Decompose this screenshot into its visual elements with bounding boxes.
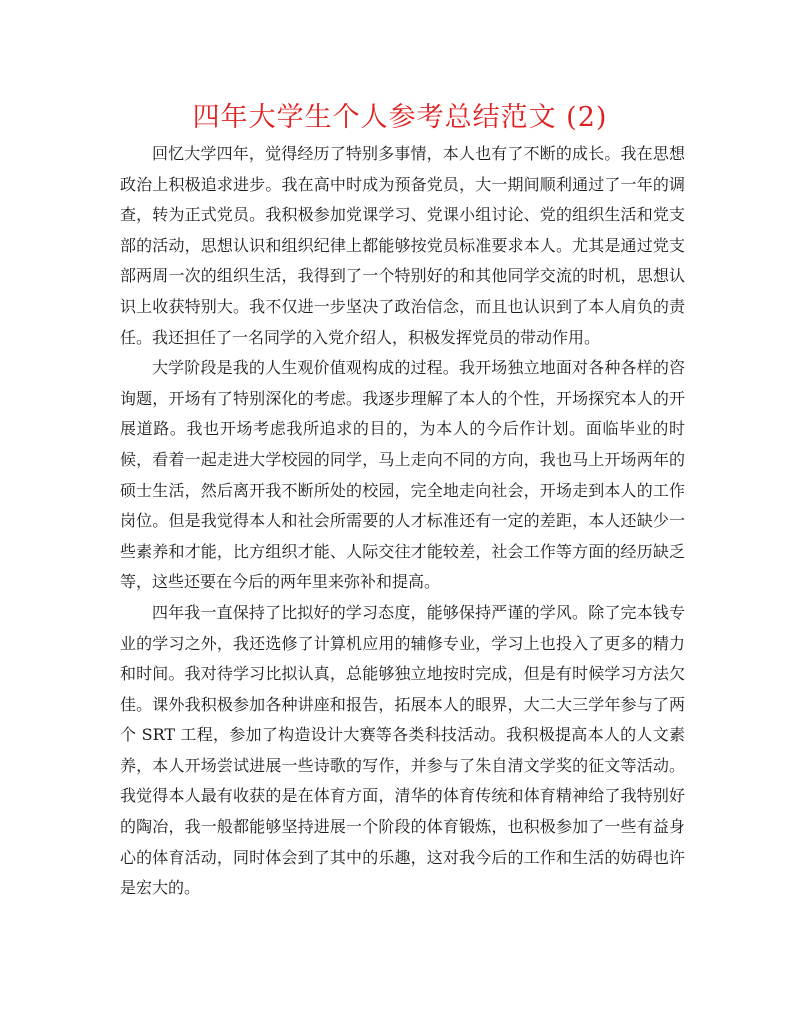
- paragraph-2: 大学阶段是我的人生观价值观构成的过程。我开场独立地面对各种各样的咨询题，开场有了特别深化的考虑。我逐步理解了本人的个性，开场探究本人的开展道路。我也开场考虑我所追求的目的，为本人的今后作计划。面临毕业的时候，看着一起走进大学校园的同学，马上走向不同的方向，我也马上开场两年的硕士生活，然后离开我不断所处的校园，完全地走向社会，开场走到本人的工作岗位。但是我觉得本人和社会所需要的人才标准还有一定的差距，本人还缺少一些素养和才能，比方组织才能、人际交往才能较差，社会工作等方面的经历缺乏等，这些还要在今后的两年里来弥补和提高。: [120, 358, 685, 592]
- paragraph-3: 四年我一直保持了比拟好的学习态度，能够保持严谨的学风。除了完本钱专业的学习之外，我还选修了计算机应用的辅修专业，学习上也投入了更多的精力和时间。我对待学习比拟认真，总能够独立地按时完成，但是有时候学习方法欠佳。课外我积极参加各种讲座和报告，拓展本人的眼界，大二大三学年参与了两个 SRT 工程，参加了构造设计大赛等各类科技活动。我积极提高本人的人文素养，本人开场尝试进展一些诗歌的写作，并参与了朱自清文学奖的征文等活动。我觉得本人最有收获的是在体育方面，清华的体育传统和体育精神给了我特别好的陶冶，我一般都能够坚持进展一个阶段的体育锻炼，也积极参加了一些有益身心的体育活动，同时体会到了其中的乐趣，这对我今后的工作和生活的妨碍也许是宏大的。: [120, 602, 685, 898]
- paragraph-1: 回忆大学四年，觉得经历了特别多事情，本人也有了不断的成长。我在思想政治上积极追求进步。我在高中时成为预备党员，大一期间顺利通过了一年的调查，转为正式党员。我积极参加党课学习、党课小组讨论、党的组织生活和党支部的活动，思想认识和组织纪律上都能够按党员标准要求本人。尤其是通过党支部两周一次的组织生活，我得到了一个特别好的和其他同学交流的时机，思想认识上收获特别大。我不仅进一步坚决了政治信念，而且也认识到了本人肩负的责任。我还担任了一名同学的入党介绍人，积极发挥党员的带动作用。: [120, 144, 685, 347]
- document-body: [120, 139, 685, 904]
- document-title: 四年大学生个人参考总结范文 (2): [192, 102, 608, 133]
